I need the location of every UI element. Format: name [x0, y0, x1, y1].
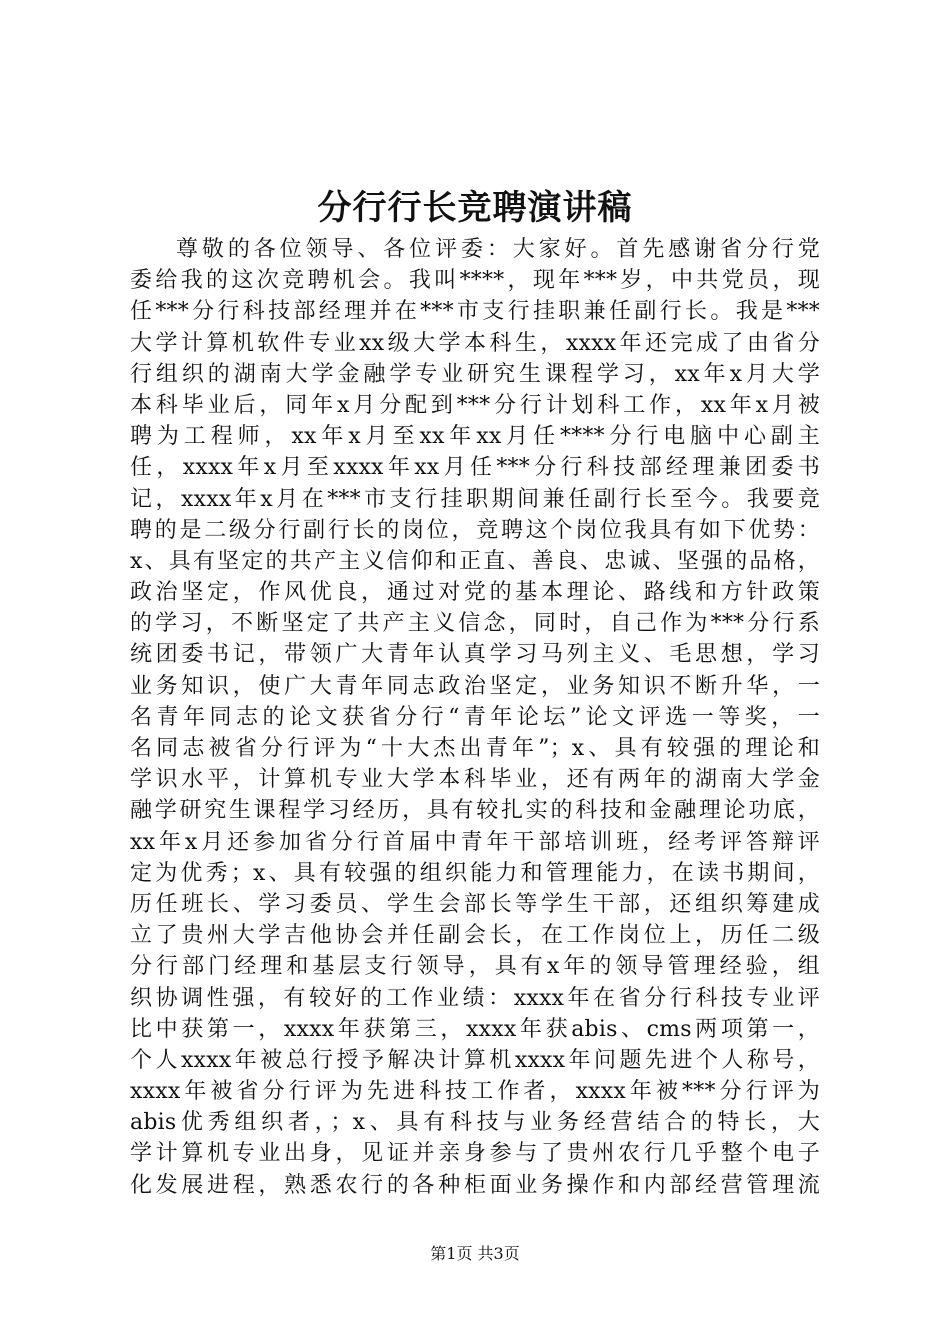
- paragraph-line: 统团委书记，带领广大青年认真学习马列主义、毛思想，学习: [130, 642, 820, 668]
- document-title: 分行行长竞聘演讲稿: [317, 188, 633, 228]
- paragraph-line: 个人xxxx年被总行授予解决计算机xxxx年问题先进个人称号，: [130, 1047, 820, 1073]
- paragraph-line: 立了贵州大学吉他协会并任副会长，在工作岗位上，历任二级: [130, 923, 820, 949]
- paragraph-line: 任，xxxx年x月至xxxx年xx月任***分行科技部经理兼团委书: [130, 455, 820, 481]
- paragraph-line: 记，xxxx年x月在***市支行挂职期间兼任副行长至今。我要竞: [130, 486, 820, 512]
- page-footer: 第1页 共3页: [430, 1244, 520, 1263]
- paragraph-line: 织协调性强，有较好的工作业绩：xxxx年在省分行科技专业评: [130, 985, 820, 1011]
- paragraph-line: x、具有坚定的共产主义信仰和正直、善良、忠诚、坚强的品格，: [130, 548, 820, 574]
- paragraph-line: 比中获第一，xxxx年获第三，xxxx年获abis、cms两项第一，: [130, 1016, 820, 1042]
- paragraph-line: 的学习，不断坚定了共产主义信念，同时，自己作为***分行系: [130, 611, 820, 637]
- paragraph-line: 尊敬的各位领导、各位评委：大家好。首先感谢省分行党: [176, 237, 820, 262]
- paragraph-line: 学计算机专业出身，见证并亲身参与了贵州农行几乎整个电子: [130, 1141, 820, 1167]
- paragraph-line: 聘为工程师，xx年x月至xx年xx月任****分行电脑中心副主: [130, 424, 820, 450]
- paragraph-line: 政治坚定，作风优良，通过对党的基本理论、路线和方针政策: [130, 580, 820, 606]
- paragraph-line: 名同志被省分行评为“十大杰出青年”；x、具有较强的理论和: [130, 736, 820, 761]
- paragraph-line: 行组织的湖南大学金融学专业研究生课程学习，xx年x月大学: [130, 361, 820, 387]
- paragraph-line: 委给我的这次竞聘机会。我叫****，现年***岁，中共党员，现: [130, 268, 820, 294]
- paragraph-line: 融学研究生课程学习经历，具有较扎实的科技和金融理论功底，: [130, 798, 820, 824]
- paragraph-line: 本科毕业后，同年x月分配到***分行计划科工作，xx年x月被: [130, 392, 820, 418]
- paragraph-line: 定为优秀；x、具有较强的组织能力和管理能力，在读书期间，: [130, 860, 820, 886]
- paragraph-line: 学识水平，计算机专业大学本科毕业，还有两年的湖南大学金: [130, 767, 820, 793]
- paragraph-line: xxxx年被省分行评为先进科技工作者，xxxx年被***分行评为: [130, 1079, 820, 1105]
- paragraph-line: 历任班长、学习委员、学生会部长等学生干部，还组织筹建成: [130, 891, 820, 917]
- paragraph-line: 名青年同志的论文获省分行“青年论坛”论文评选一等奖，一: [130, 704, 820, 730]
- paragraph-line: 化发展进程，熟悉农行的各种柜面业务操作和内部经营管理流: [130, 1172, 820, 1198]
- document-body: [130, 234, 820, 1201]
- paragraph-line: xx年x月还参加省分行首届中青年干部培训班，经考评答辩评: [130, 829, 820, 855]
- paragraph-line: 大学计算机软件专业xx级大学本科生，xxxx年还完成了由省分: [130, 330, 820, 356]
- paragraph-line: 任***分行科技部经理并在***市支行挂职兼任副行长。我是***: [130, 299, 820, 325]
- paragraph-line: 业务知识，使广大青年同志政治坚定，业务知识不断升华，一: [130, 673, 820, 699]
- paragraph-line: abis优秀组织者，；x、具有科技与业务经营结合的特长，大: [130, 1110, 820, 1136]
- paragraph-line: 聘的是二级分行副行长的岗位，竞聘这个岗位我具有如下优势：: [130, 517, 820, 543]
- paragraph-line: 分行部门经理和基层支行领导，具有x年的领导管理经验，组: [130, 954, 820, 980]
